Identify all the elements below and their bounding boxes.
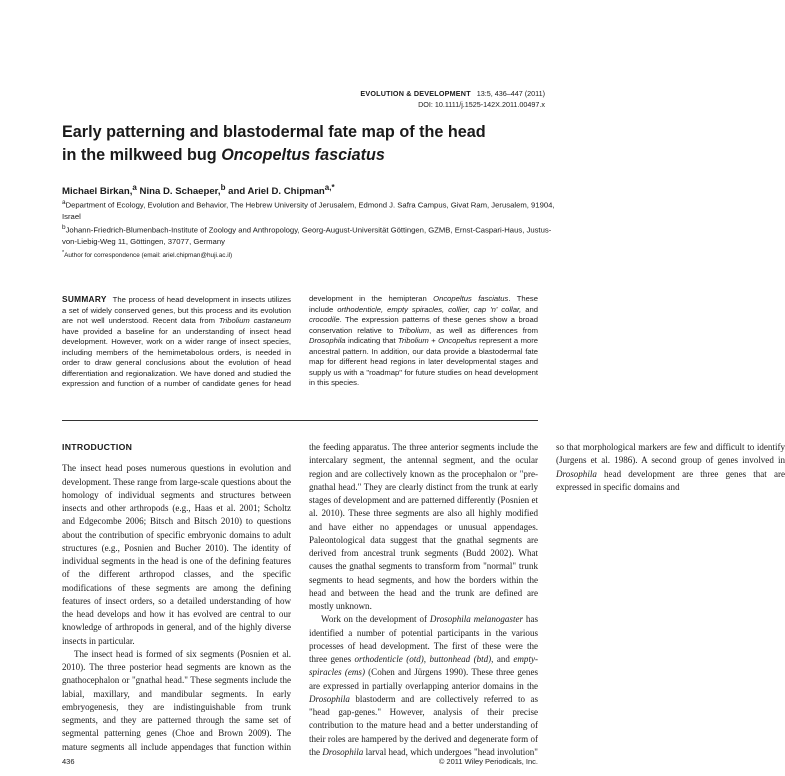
abstract-heading: SUMMARY <box>62 294 107 304</box>
author-3: and Ariel D. Chipman <box>225 186 325 198</box>
journal-doi: DOI: 10.1111/j.1525-142X.2011.00497.x <box>418 100 545 109</box>
journal-header <box>360 88 545 110</box>
affiliation-a: $^a$Department of Ecology, Evolution and Behavior, The Hebrew University of Jerusalem, Edmond J. Safra Campus, Givat Ram, Jerusalem, 91904, Israel <box>62 199 555 221</box>
title-line-2: in the milkweed bug Oncopeltus fasciatus <box>62 146 385 164</box>
introduction-body <box>62 441 785 761</box>
author-2: Nina D. Schaeper, <box>136 186 221 198</box>
paragraph-1: The insect head poses numerous questions in evolution and development. These range from large-scale questions about the homology of individual segments and structures between insects and other arthropods (e.g., Haas et al. 2001; Scholtz and Edgecombe 2006; Bitsch and Bitsch 2010) to questions about the contribution of specific embryonic domains to adult structures (e.g., Posnien and Bucher 2010). The identity of individual segments in the head is one of the defining features of the different arthropod classes, and the specific modifications of these segments are among the defining features of insect orders, so a detailed understanding of how the head develops and how it has evolved are central to our knowledge of arthropods in general, and of the highly diverse insects in particular. <box>62 463 291 646</box>
paragraph-3: Work on the development of Drosophila melanogaster has identified a number of potential participants in the various processes of head development. The first of these were the three genes orthodenticle (otd), buttonhead (btd), and empty-spiracles (ems) (Cohen and Jürgens 1990). These three genes are expressed in partially overlapping anterior domains in the Drosophila blastoderm and are collectively referred to as "head gap-genes." However, analysis of their precise contribution to the mature head and a better understanding of their roles are hampered by the derived and degenerate form of the Drosophila larval head, which undergoes "head involution" so that morphological markers are few and difficult to identify (Jurgens et al. 1986). A second group of genes involved in Drosophila head development are three genes that are expressed in specific domains and <box>309 442 785 757</box>
corresponding-author: *Author for correspondence (email: ariel.chipman@huji.ac.il) <box>62 249 233 260</box>
affiliation-b: $^b$Johann-Friedrich-Blumenbach-Institute of Zoology and Anthropology, Georg-August-Universität Göttingen, GZMB, Ernst-Caspari-Haus, Justus-von-Liebig-Weg 11, Göttingen, 37077, Germany <box>62 223 552 246</box>
author-list: Michael Birkan,$^a$ Nina D. Schaeper,$^b$ and Ariel D. Chipman$^{a,*}$ <box>62 183 335 198</box>
journal-name: EVOLUTION & DEVELOPMENT <box>360 89 471 98</box>
paragraph-2: The insect head is formed of six segments (Posnien et al. 2010). The three posterior head segments are known as the gnathocephalon or "gnathal head." These segments include the labial, maxillary, and mandibular segments. In early embryogenesis, they are indistinguishable from trunk segments, and they are patterned through the same set of segmental patterning genes (Choe and Brown 2009). The mature segments all include appendages that function within the feeding apparatus. The three anterior segments include the intercalary segment, the antennal segment, and the ocular region and are collectively known as the procephalon or "pre-gnathal head." They are clearly distinct from the trunk at early stages of development and are patterned differently (Posnien et al. 2010). These three segments are also all highly modified and have either no appendages or unusual appendages. Paleontological data suggest that the gnathal segments are derived from ancestral trunk segments (Budd 2002). What causes the gnathal segments to transform from "normal" trunk segments to head segments, and how the borders within the head and between the head and the trunk are defined are mostly unknown. <box>62 442 538 752</box>
title-line-1: Early patterning and blastodermal fate map of the head <box>62 123 486 141</box>
affiliations <box>62 197 562 261</box>
species-name: Oncopeltus fasciatus <box>221 146 385 164</box>
page-number: 436 <box>62 757 75 766</box>
journal-volume: 13:5, 436–447 (2011) <box>476 89 545 98</box>
section-heading-introduction: INTRODUCTION <box>62 442 133 452</box>
abstract: SUMMARY The process of head development in insects utilizes a set of widely conserved genes, but this process and its evolution are not well understood. Recent data from Tribolium castaneum have provided a baseline for an understanding of insect head development. However, work on a wider range of insect species, including members of the hemimetabolous orders, is needed in order to draw general conclusions about the evolution of head differentiation and regionalization. We have doned and studied the expression and function of a number of candidate genes for head development in the hemipteran Oncopeltus fasciatus. These include orthodenticle, empty spiracles, collier, cap 'n' collar, and crocodile. The expression patterns of these genes show a broad conservation relative to Tribolium, as well as differences from Drosophila indicating that Tribolium + Oncopeltus represent a more ancestral pattern. In addition, our data provide a blastodermal fate map for different head regions in later developmental stages and supply us with a "roadmap" for future studies on head development in this species. <box>62 294 538 389</box>
author-1: Michael Birkan, <box>62 186 133 198</box>
copyright: © 2011 Wiley Periodicals, Inc. <box>438 757 538 766</box>
section-divider <box>62 420 538 421</box>
article-title <box>62 121 542 167</box>
